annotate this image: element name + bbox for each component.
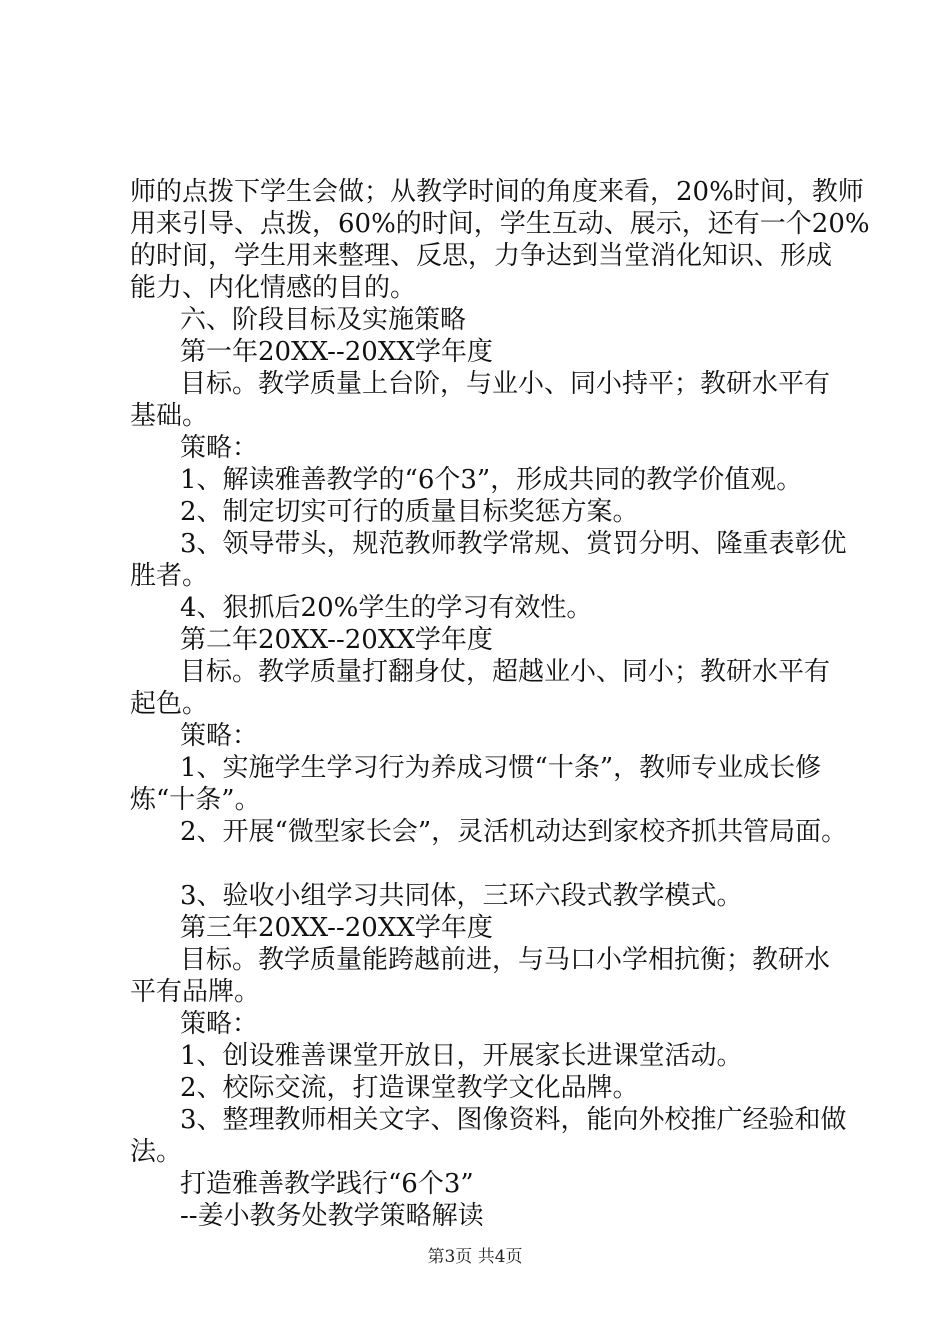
year-heading: 第二年20XX--20XX学年度 [180,625,493,655]
text-line: 目标。教学质量上台阶，与业小、同小持平；教研水平有 [180,369,831,399]
text-line: 能力、内化情感的目的。 [130,273,417,303]
text-line: 目标。教学质量能跨越前进，与马口小学相抗衡；教研水 [180,945,831,975]
list-item: 2、开展“微型家长会”，灵活机动达到家校齐抓共管局面。 [180,817,848,847]
article-subtitle: --姜小教务处教学策略解读 [180,1201,484,1231]
article-title: 打造雅善教学践行“6个3” [180,1169,474,1199]
text-line: 法。 [130,1137,183,1167]
document-body [130,176,870,1232]
text-line: 平有品牌。 [130,977,261,1007]
list-item: 3、整理教师相关文字、图像资料，能向外校推广经验和做 [180,1105,847,1135]
year-heading: 第一年20XX--20XX学年度 [180,337,493,367]
text-line: 基础。 [130,401,209,431]
year-heading: 第三年20XX--20XX学年度 [180,913,493,943]
blank-line [130,848,830,880]
text-line: 用来引导、点拨，60%的时间，学生互动、展示，还有一个20% [130,209,870,239]
strategy-label: 策略： [180,721,259,751]
list-item: 1、解读雅善教学的“6个3”，形成共同的教学价值观。 [180,465,803,495]
strategy-label: 策略： [180,433,259,463]
text-line: 起色。 [130,689,209,719]
list-item: 3、验收小组学习共同体，三环六段式教学模式。 [180,881,743,911]
strategy-label: 策略： [180,1009,259,1039]
text-line: 胜者。 [130,561,209,591]
list-item: 1、实施学生学习行为养成习惯“十条”，教师专业成长修 [180,753,822,783]
list-item: 4、狠抓后20%学生的学习有效性。 [180,593,593,623]
section-heading: 六、阶段目标及实施策略 [180,305,467,335]
text-line: 炼“十条”。 [130,785,261,815]
list-item: 2、校际交流，打造课堂教学文化品牌。 [180,1073,639,1103]
page-number: 第3页 共4页 [427,1247,523,1267]
list-item: 3、领导带头，规范教师教学常规、赏罚分明、隆重表彰优 [180,529,847,559]
text-line: 师的点拨下学生会做；从教学时间的角度来看，20%时间，教师 [130,177,864,207]
text-line: 的时间，学生用来整理、反思，力争达到当堂消化知识、形成 [130,241,833,271]
list-item: 1、创设雅善课堂开放日，开展家长进课堂活动。 [180,1041,743,1071]
list-item: 2、制定切实可行的质量目标奖惩方案。 [180,497,639,527]
text-line: 目标。教学质量打翻身仗，超越业小、同小；教研水平有 [180,657,831,687]
